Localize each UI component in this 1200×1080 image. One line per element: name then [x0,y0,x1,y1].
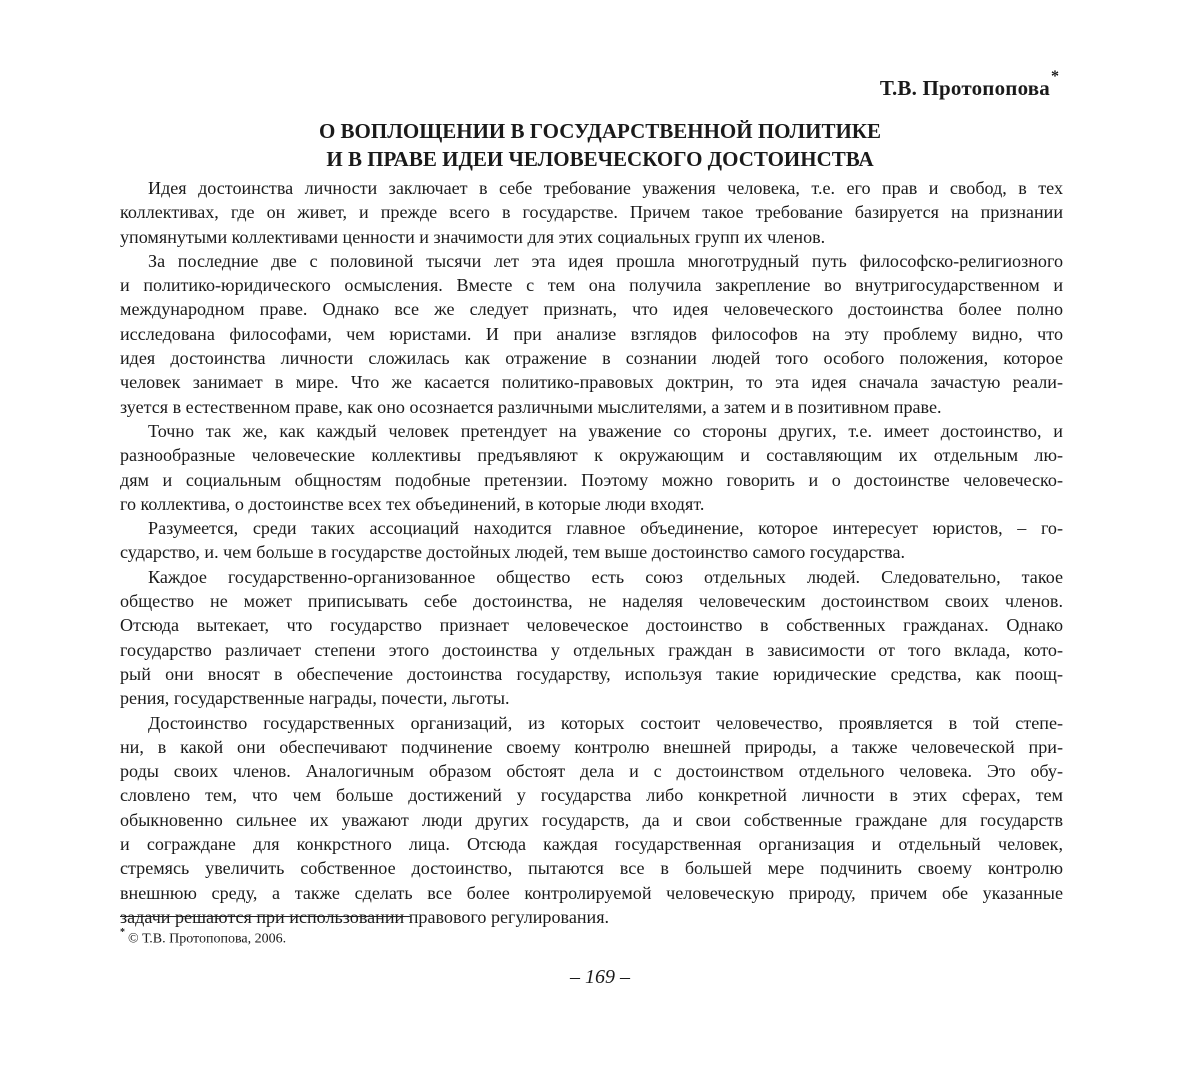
paragraph [120,565,1063,711]
paragraph-line: рый они вносят в обеспечение достоинства государству, используя такие юридические средства, как поощ- [120,663,1063,684]
paragraph-line: дям и социальным общностям подобные претензии. Поэтому можно говорить и о достоинстве человеческо- [120,469,1063,490]
paragraph-line: Достоинство государственных организаций, из которых состоит человечество, проявляется в той степе- [148,712,1063,733]
paragraph-line: роды своих членов. Аналогичным образом обстоят дела и с достоинством отдельного человека. Это обу- [120,761,1063,782]
title-line-2: И В ПРАВЕ ИДЕИ ЧЕЛОВЕЧЕСКОГО ДОСТОИНСТВА [326,147,874,171]
paragraph-line: общество не может приписывать себе достоинства, не наделяя человеческим достоинством своих членов. [120,591,1063,612]
article-body [120,176,1063,929]
paragraph-line: коллективах, где он живет, и прежде всего в государстве. Причем такое требование базируется на признании [120,202,1063,223]
paragraph-line: Каждое государственно-организованное общество есть союз отдельных людей. Следовательно, такое [148,566,1063,587]
paragraph-line: упомянутыми коллективами ценности и значимости для этих социальных групп их членов. [120,226,826,247]
paragraph [120,711,1063,930]
paragraph-line: обыкновенно сильнее их уважают люди других государств, да и свои собственные граждане для государств [120,809,1063,830]
paragraph-line: разнообразные человеческие коллективы предъявляют к окружающим и составляющим их отдельным лю- [120,445,1063,466]
author-footnote-mark: * [1051,68,1060,85]
footnote-divider [120,916,410,917]
paragraph-line: Точно так же, как каждый человек претендует на уважение со стороны других, т.е. имеет достоинство, и [148,420,1063,441]
paragraph-line: Разумеется, среди таких ассоциаций находится главное объединение, которое интересует юристов, – го- [148,518,1063,539]
author-name [879,68,1060,101]
paragraph-line: словлено тем, что чем больше достижений у государства либо конкретной личности в этих сферах, тем [120,785,1063,806]
footnote [120,929,286,948]
paragraph [120,419,1063,516]
paragraph-line: человек занимает в мире. Что же касается политико-правовых доктрин, то эта идея сначала зачастую реали- [120,372,1063,393]
paragraph-line: рения, государственные награды, почести, льготы. [120,688,510,709]
paragraph-line: зуется в естественном праве, как оно осознается различными мыслителями, а затем и в позитивном праве. [120,396,942,417]
paragraph-line: исследована философами, чем юристами. И при анализе взглядов философов на эту проблему видно, что [120,323,1063,344]
author-name-text: Т.В. Протопопова [879,76,1050,100]
article-title [120,117,1080,173]
paragraph-line: международном праве. Однако все же следует признать, что идея человеческого достоинства более полно [120,299,1063,320]
paragraph-line: и политико-юридического осмысления. Вместе с тем она получила закрепление во внутригосударственном и [120,275,1063,296]
title-line-1: О ВОПЛОЩЕНИИ В ГОСУДАРСТВЕННОЙ ПОЛИТИКЕ [318,119,882,143]
paragraph-line: задачи решаются при использовании правового регулирования. [120,906,610,927]
paragraph [120,249,1063,419]
paragraph [120,176,1063,249]
paragraph-line: внешнюю среду, а также сделать все более контролируемой человеческую природу, причем обе указанные [120,882,1063,903]
footnote-text: © Т.В. Протопопова, 2006. [128,931,287,947]
paragraph-line: и сограждане для конкрстного лица. Отсюда каждая государственная организация и отдельный человек, [120,834,1063,855]
paragraph-line: ни, в какой они обеспечивают подчинение своему контролю внешней природы, а также человеческой при- [120,736,1063,757]
paragraph-line: За последние две с половиной тысячи лет эта идея прошла многотрудный путь философско-религиозного [148,250,1063,271]
paragraph-line: го коллектива, о достоинстве всех тех объединений, в которые люди входят. [120,493,705,514]
paragraph-line: Отсюда вытекает, что государство признает человеческое достоинство в собственных гражданах. Однако [120,615,1063,636]
paragraph-line: Идея достоинства личности заключает в себе требование уважения человека, т.е. его прав и свобод, в тех [148,178,1063,198]
page-number: – 169 – [570,966,630,988]
paragraph-line: государство различает степени этого достоинства у отдельных граждан в зависимости от того вклада, кото- [120,639,1063,660]
paragraph-line: стремясь увеличить собственное достоинство, пытаются все в большей мере подчинить своему контролю [120,858,1063,879]
paragraph [120,516,1063,565]
footnote-mark: * [120,927,125,938]
paragraph-line: сударство, и. чем больше в государстве достойных людей, тем выше достоинство самого государства. [120,542,906,563]
paragraph-line: идея достоинства личности сложилась как отражение в сознании людей того особого положения, которое [120,348,1063,369]
